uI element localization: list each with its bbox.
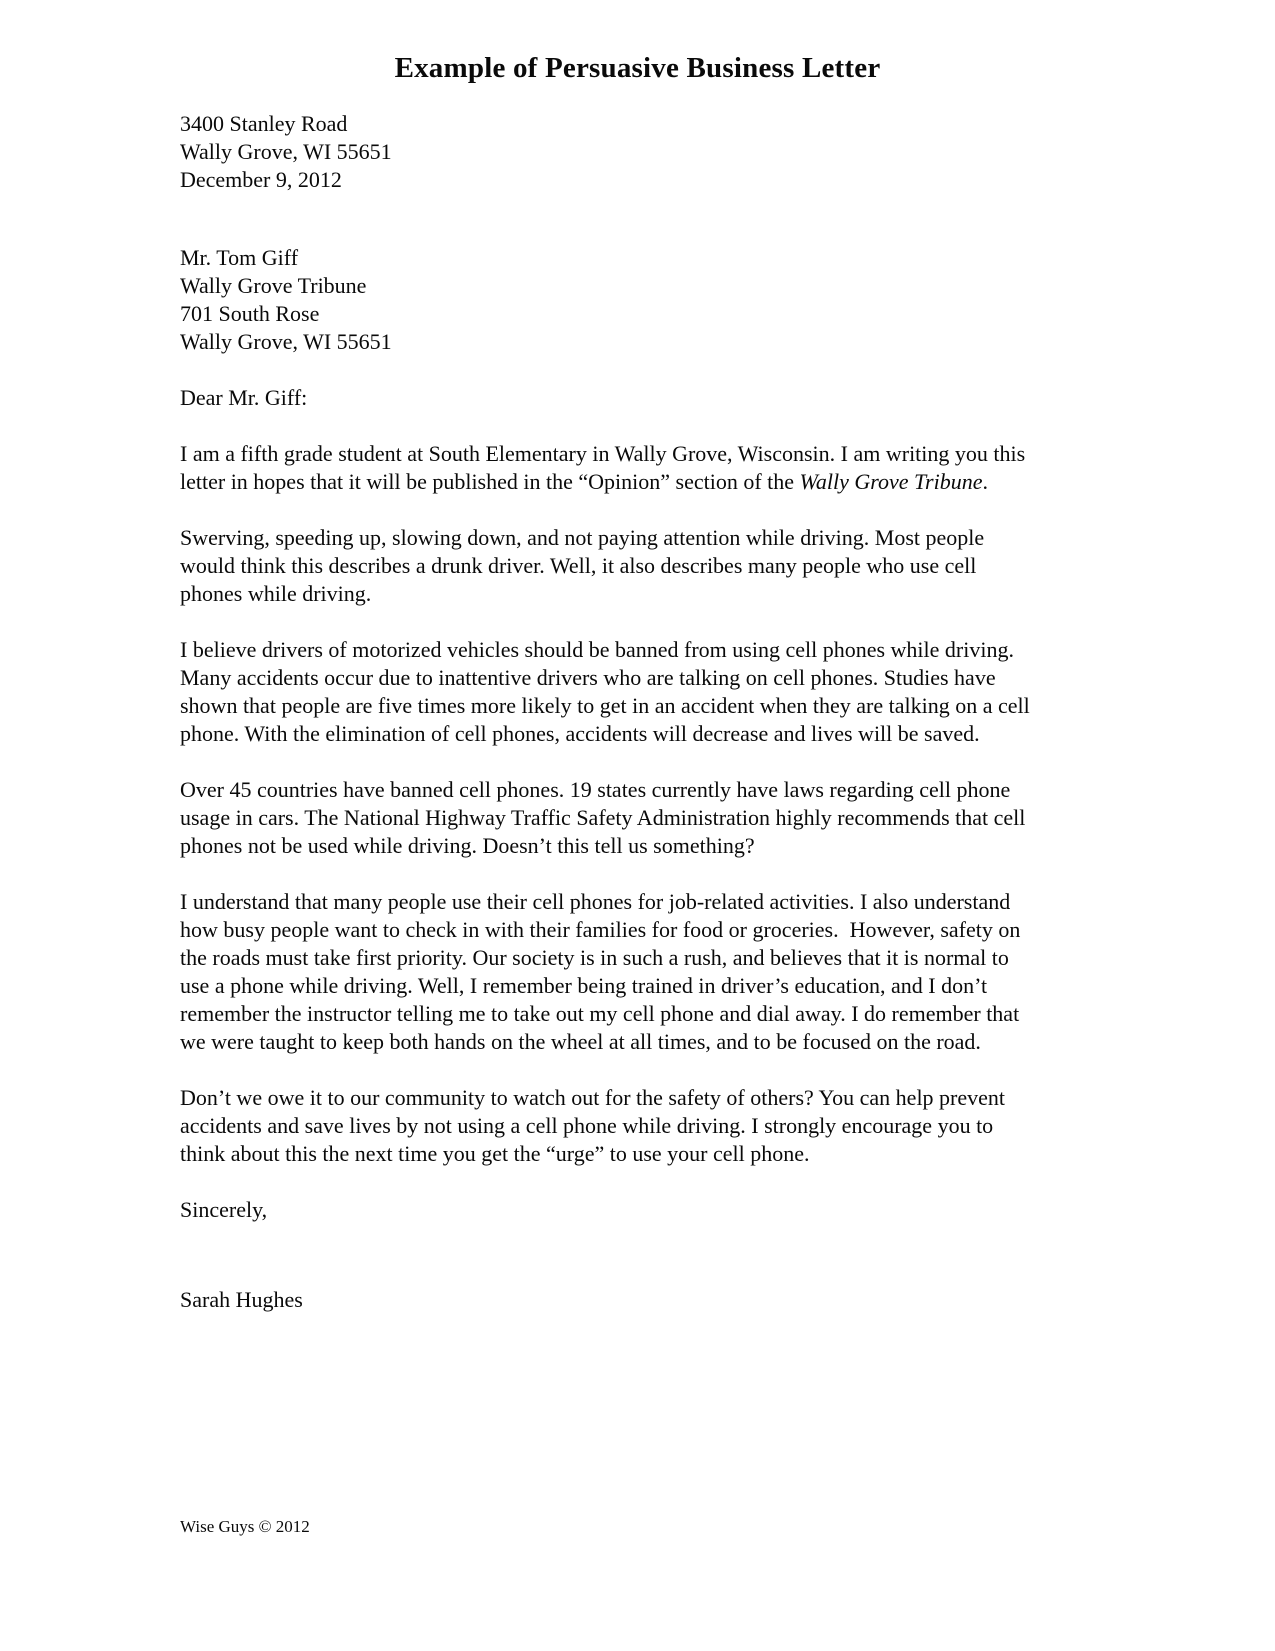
page-title: Example of Persuasive Business Letter	[394, 52, 881, 84]
signature-name: Sarah Hughes	[180, 1287, 303, 1312]
body-paragraph-5: I understand that many people use their cell phones for job-related activities. I also understand how busy people want to check in with their families for food or groceries. However, safety on the roads must take first priority. Our society is in such a rush, and believes that it is normal to use a phone while driving. Well, I remember being trained in driver’s education, and I don’t remember the instructor telling me to take out my cell phone and dial away. I do remember that we were taught to keep both hands on the wheel at all times, and to be focused on the road.	[180, 889, 1026, 1054]
salutation: Dear Mr. Giff:	[180, 385, 308, 410]
footer-credit: Wise Guys © 2012	[180, 1517, 310, 1536]
paragraph-1-period: .	[982, 469, 988, 494]
body-paragraph-3: I believe drivers of motorized vehicles should be banned from using cell phones while driving. Many accidents occur due to inattentive drivers who are talking on cell phones. Studies have shown that people are five times more likely to get in an accident when they are talking on a cell phone. With the elimination of cell phones, accidents will decrease and lives will be saved.	[180, 637, 1036, 746]
body-paragraph-1	[180, 440, 1035, 496]
sender-street: 3400 Stanley Road	[180, 111, 348, 136]
paragraph-1-publication-name: Wally Grove Tribune	[799, 469, 983, 494]
body-paragraph-4: Over 45 countries have banned cell phones. 19 states currently have laws regarding cell phone usage in cars. The National Highway Traffic Safety Administration highly recommends that cell phones not be used while driving. Doesn’t this tell us something?	[180, 777, 1031, 858]
sender-address-block	[180, 110, 1035, 194]
recipient-name: Mr. Tom Giff	[180, 245, 299, 270]
recipient-address-block	[180, 244, 1035, 356]
letter-body	[180, 110, 1035, 1314]
recipient-organization: Wally Grove Tribune	[180, 273, 367, 298]
recipient-street: 701 South Rose	[180, 301, 320, 326]
body-paragraph-2: Swerving, speeding up, slowing down, and not paying attention while driving. Most people would think this describes a drunk driver. Well, it also describes many people who use cell phones while driving.	[180, 525, 990, 606]
recipient-city-state-zip: Wally Grove, WI 55651	[180, 329, 392, 354]
letter-date: December 9, 2012	[180, 167, 342, 192]
sender-city-state-zip: Wally Grove, WI 55651	[180, 139, 392, 164]
paragraph-1-text: I am a fifth grade student at South Elementary in Wally Grove, Wisconsin. I am writing you this letter in hopes that it will be published in the “Opinion” section of the	[180, 441, 1031, 494]
body-paragraph-6: Don’t we owe it to our community to watch out for the safety of others? You can help prevent accidents and save lives by not using a cell phone while driving. I strongly encourage you to think about this the next time you get the “urge” to use your cell phone.	[180, 1085, 1011, 1166]
closing: Sincerely,	[180, 1197, 268, 1222]
